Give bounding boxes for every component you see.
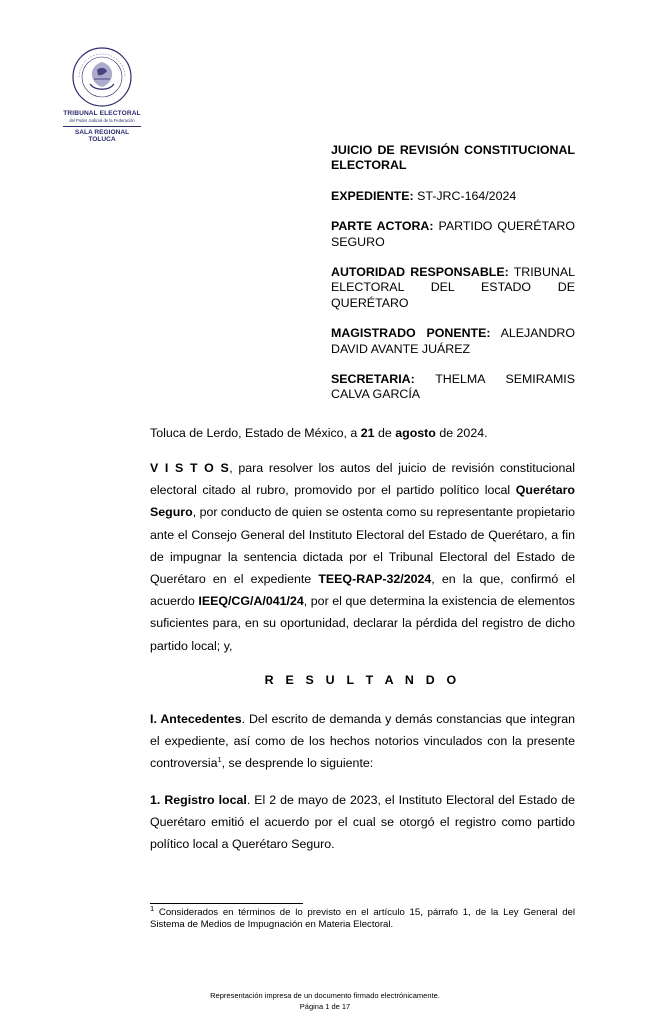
ponente-line bbox=[331, 326, 575, 357]
vistos-lead: V I S T O S bbox=[150, 461, 230, 475]
case-title-text: JUICIO DE REVISIÓN CONSTITUCIONAL ELECTORAL bbox=[331, 143, 575, 173]
footnote-reference: 1 bbox=[217, 755, 222, 765]
dateline bbox=[150, 422, 575, 444]
dateline-month: agosto bbox=[395, 426, 436, 440]
vistos-text-3: , en la que, confirmó el acuerdo bbox=[150, 572, 575, 609]
actora-value: PARTIDO QUERÉTARO SEGURO bbox=[331, 219, 575, 249]
footnote-text: Considerados en términos de lo previsto en el artículo 15, párrafo 1, de la Ley General del Sistema de Medios de Impugnación en Materia Electoral. bbox=[150, 907, 575, 931]
autoridad-value: TRIBUNAL ELECTORAL DEL ESTADO DE QUERÉTARO bbox=[331, 265, 575, 310]
page-footer bbox=[0, 990, 650, 1012]
letterhead-divider bbox=[63, 126, 141, 127]
case-header bbox=[331, 143, 575, 418]
dateline-mid: de bbox=[374, 426, 396, 440]
footnote-divider bbox=[150, 903, 303, 904]
autoridad-line bbox=[331, 265, 575, 311]
secretaria-label: SECRETARIA: bbox=[331, 372, 415, 387]
antecedentes-text: . Del escrito de demanda y demás constancias que integran el expediente, así como de los hechos notorios vinculados con la presente controversia bbox=[150, 712, 575, 771]
resultando-heading: R E S U L T A N D O bbox=[264, 673, 461, 687]
org-name: TRIBUNAL ELECTORAL bbox=[63, 110, 141, 117]
autoridad-label: AUTORIDAD RESPONSABLE: bbox=[331, 265, 509, 280]
actora-line bbox=[331, 219, 575, 250]
expediente-value: ST-JRC-164/2024 bbox=[417, 188, 517, 203]
registro-text: . El 2 de mayo de 2023, el Instituto Electoral del Estado de Querétaro emitió el acuerdo por el cual se otorgó el registro como partido político local a Querétaro Seguro. bbox=[150, 793, 576, 852]
antecedentes-lead: I. Antecedentes bbox=[150, 712, 242, 726]
case-title bbox=[331, 143, 575, 174]
secretaria-value: THELMA SEMIRAMIS CALVA GARCÍA bbox=[331, 372, 575, 402]
vistos-file: TEEQ-RAP-32/2024 bbox=[318, 572, 432, 587]
national-seal-icon bbox=[71, 46, 133, 108]
dateline-day: 21 bbox=[360, 426, 375, 440]
vistos-party: Querétaro Seguro bbox=[150, 483, 575, 520]
institution-logo bbox=[62, 46, 142, 143]
signature-notice: Representación impresa de un documento firmado electrónicamente. bbox=[210, 991, 440, 1000]
org-subtitle: del Poder Judicial de la Federación bbox=[69, 118, 135, 123]
dateline-prefix: Toluca de Lerdo, Estado de México, a bbox=[150, 426, 361, 440]
vistos-agreement: IEEQ/CG/A/041/24 bbox=[198, 594, 304, 609]
expediente-label: EXPEDIENTE: bbox=[331, 188, 414, 203]
org-chamber: SALA REGIONAL bbox=[74, 129, 130, 136]
vistos-text-1: , para resolver los autos del juicio de revisión constitucional electoral citado al rubro, promovido por el partido político local bbox=[150, 461, 575, 498]
footnote bbox=[150, 903, 575, 932]
footnote-mark: 1 bbox=[150, 903, 155, 913]
vistos-paragraph bbox=[150, 457, 575, 657]
actora-label: PARTE ACTORA: bbox=[331, 219, 434, 234]
ponente-value: ALEJANDRO DAVID AVANTE JUÁREZ bbox=[331, 326, 575, 356]
antecedentes-tail: , se desprende lo siguiente: bbox=[221, 756, 374, 771]
org-city: TOLUCA bbox=[88, 136, 116, 143]
vistos-text-4: , por el que determina la existencia de elementos suficientes para, en su oportunidad, declarar la pérdida del registro de dicho partido local; y, bbox=[150, 594, 575, 653]
vistos-text-2: , por conducto de quien se ostenta como su representante propietario ante el Consejo General del Instituto Electoral del Estado de Querétaro, a fin de impugnar la sentencia dictada por el Tribunal Electoral del Estado de Querétaro en el expediente bbox=[150, 505, 575, 587]
registro-paragraph bbox=[150, 789, 575, 856]
antecedentes-paragraph bbox=[150, 708, 575, 775]
registro-lead: 1. Registro local bbox=[150, 793, 247, 807]
ponente-label: MAGISTRADO PONENTE: bbox=[331, 326, 491, 341]
expediente-line bbox=[331, 189, 575, 204]
secretaria-line bbox=[331, 372, 575, 403]
dateline-suffix: de 2024. bbox=[435, 426, 488, 440]
page-number: Página 1 de 17 bbox=[299, 1002, 351, 1011]
